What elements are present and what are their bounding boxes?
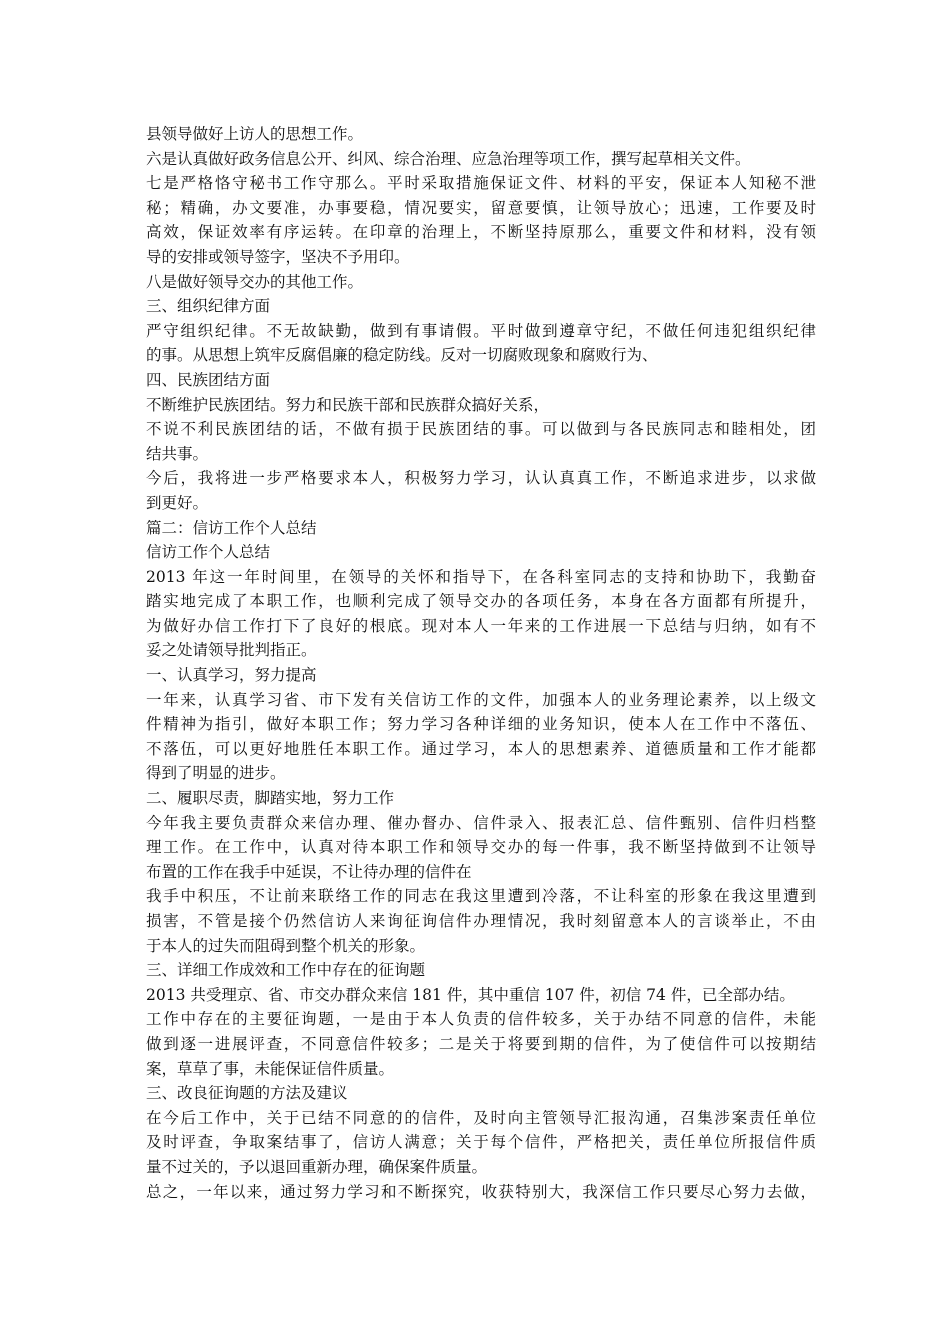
text-line: 工作中存在的主要征询题，一是由于本人负责的信件较多，关于办结不同意的信件，未能 xyxy=(146,1010,816,1029)
text-line: 布置的工作在我手中延误，不让待办理的信件在 xyxy=(146,862,472,881)
text-line: 六是认真做好政务信息公开、纠风、综合治理、应急治理等项工作，撰写起草相关文件。 xyxy=(146,149,751,168)
text-line: 今年我主要负责群众来信办理、催办督办、信件录入、报表汇总、信件甄别、信件归档整 xyxy=(146,813,816,832)
text-line: 不断维护民族团结。努力和民族干部和民族群众搞好关系， xyxy=(146,395,550,414)
text-line: 到更好。 xyxy=(146,493,209,512)
text-line: 不落伍，可以更好地胜任本职工作。通过学习，本人的思想素养、道德质量和工作才能都 xyxy=(146,739,816,758)
text-line: 三、改良征询题的方法及建议 xyxy=(146,1084,348,1103)
text-line: 秘；精确，办文要准，办事要稳，情况要实，留意要慎，让领导放心；迅速，工作要及时 xyxy=(146,198,816,217)
text-line: 踏实地完成了本职工作，也顺利完成了领导交办的各项任务，本身在各方面都有所提升， xyxy=(146,592,816,611)
text-line: 及时评查，争取案结事了，信访人满意；关于每个信件，严格把关，责任单位所报信件质 xyxy=(146,1133,816,1152)
text-line: 得到了明显的进步。 xyxy=(146,764,286,783)
text-line: 一年来，认真学习省、市下发有关信访工作的文件，加强本人的业务理论素养，以上级文 xyxy=(146,690,816,709)
text-line: 一、认真学习，努力提高 xyxy=(146,666,317,685)
text-line: 于本人的过失而阻碍到整个机关的形象。 xyxy=(146,936,426,955)
text-line: 案，草草了事，未能保证信件质量。 xyxy=(146,1059,395,1078)
text-line: 篇二：信访工作个人总结 xyxy=(146,518,317,537)
text-line: 2013 年这一年时间里，在领导的关怀和指导下，在各科室同志的支持和协助下，我勤奋 xyxy=(146,567,816,586)
text-line: 做到逐一进展评查，不同意信件较多；二是关于将要到期的信件，为了使信件可以按期结 xyxy=(146,1034,816,1053)
text-line: 导的安排或领导签字，坚决不予用印。 xyxy=(146,247,410,266)
text-line: 严守组织纪律。不无故缺勤，做到有事请假。平时做到遵章守纪，不做任何违犯组织纪律 xyxy=(146,321,816,340)
text-line: 妥之处请领导批判指正。 xyxy=(146,641,317,660)
text-line: 件精神为指引，做好本职工作；努力学习各种详细的业务知识，使本人在工作中不落伍、 xyxy=(146,715,816,734)
text-line: 三、详细工作成效和工作中存在的征询题 xyxy=(146,961,426,980)
text-line: 不说不利民族团结的话，不做有损于民族团结的事。可以做到与各民族同志和睦相处，团 xyxy=(146,420,816,439)
text-line: 量不过关的，予以退回重新办理，确保案件质量。 xyxy=(146,1157,488,1176)
text-line: 今后，我将进一步严格要求本人，积极努力学习，认认真真工作，不断追求进步，以求做 xyxy=(146,469,816,488)
document-body xyxy=(146,122,816,1204)
text-line: 四、民族团结方面 xyxy=(146,370,271,389)
text-line: 我手中积压，不让前来联络工作的同志在我这里遭到冷落，不让科室的形象在我这里遭到 xyxy=(146,887,816,906)
text-line: 为做好办信工作打下了良好的根底。现对本人一年来的工作进展一下总结与归纳，如有不 xyxy=(146,616,816,635)
text-line: 的事。从思想上筑牢反腐倡廉的稳定防线。反对一切腐败现象和腐败行为、 xyxy=(146,346,658,365)
text-line: 损害，不管是接个仍然信访人来询征询信件办理情况，我时刻留意本人的言谈举止，不由 xyxy=(146,912,816,930)
text-line: 七是严格恪守秘书工作守那么。平时采取措施保证文件、材料的平安，保证本人知秘不泄 xyxy=(146,174,816,193)
text-line: 八是做好领导交办的其他工作。 xyxy=(146,272,364,291)
text-line: 二、履职尽责，脚踏实地，努力工作 xyxy=(146,789,395,808)
text-line: 三、组织纪律方面 xyxy=(146,297,271,316)
text-line: 信访工作个人总结 xyxy=(146,543,271,562)
text-line: 总之，一年以来，通过努力学习和不断探究，收获特别大，我深信工作只要尽心努力去做， xyxy=(146,1182,816,1201)
text-line: 结共事。 xyxy=(146,444,209,463)
text-line: 县领导做好上访人的思想工作。 xyxy=(146,125,364,143)
text-line: 在今后工作中，关于已结不同意的的信件，及时向主管领导汇报沟通，召集涉案责任单位 xyxy=(146,1108,816,1127)
text-line: 理工作。在工作中，认真对待本职工作和领导交办的每一件事，我不断坚持做到不让领导 xyxy=(146,838,816,857)
text-line: 2013 共受理京、省、市交办群众来信 181 件，其中重信 107 件，初信 74 件，已全部办结。 xyxy=(146,985,795,1004)
text-line: 高效，保证效率有序运转。在印章的治理上，不断坚持原那么，重要文件和材料，没有领 xyxy=(146,223,816,242)
